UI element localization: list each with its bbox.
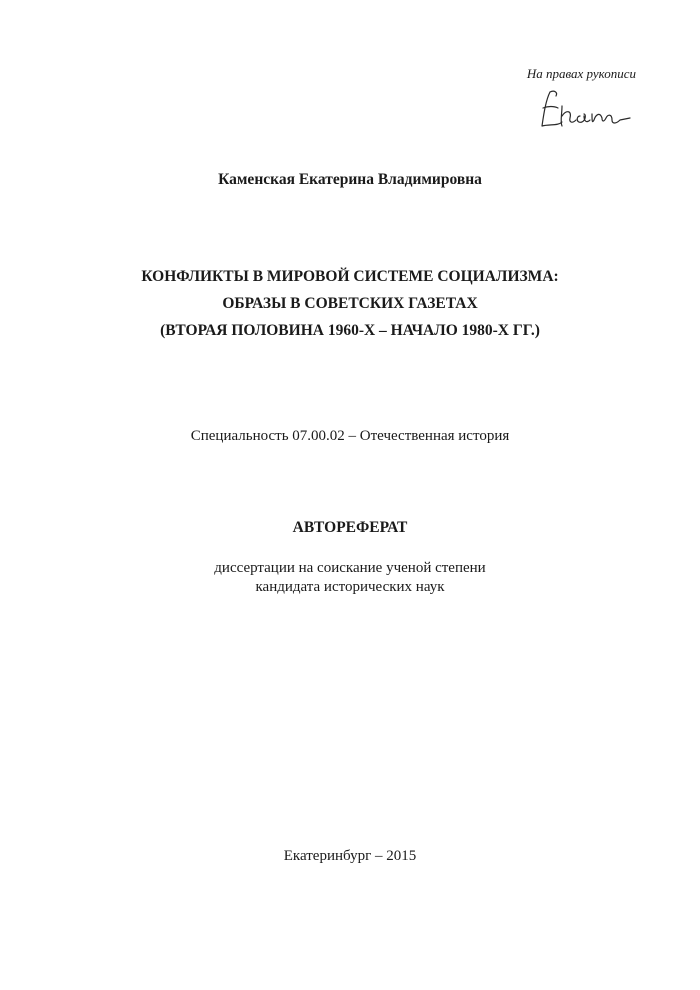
dissertation-title	[60, 263, 640, 344]
author-name: Каменская Екатерина Владимировна	[218, 171, 482, 188]
title-line-1: КОНФЛИКТЫ В МИРОВОЙ СИСТЕМЕ СОЦИАЛИЗМА:	[141, 268, 559, 285]
signature-image	[536, 86, 636, 134]
specialty: Специальность 07.00.02 – Отечественная история	[190, 428, 510, 444]
document-type: АВТОРЕФЕРАТ	[292, 519, 408, 536]
degree-line-2: кандидата исторических наук	[255, 579, 445, 595]
title-line-2: ОБРАЗЫ В СОВЕТСКИХ ГАЗЕТАХ	[222, 295, 478, 312]
place-and-year: Екатеринбург – 2015	[283, 848, 417, 864]
degree-line-1: диссертации на соискание ученой степени	[214, 560, 486, 576]
rights-note: На правах рукописи	[526, 66, 636, 81]
title-line-3: (ВТОРАЯ ПОЛОВИНА 1960-Х – НАЧАЛО 1980-Х ГГ.)	[160, 322, 540, 339]
degree-description	[0, 559, 700, 597]
